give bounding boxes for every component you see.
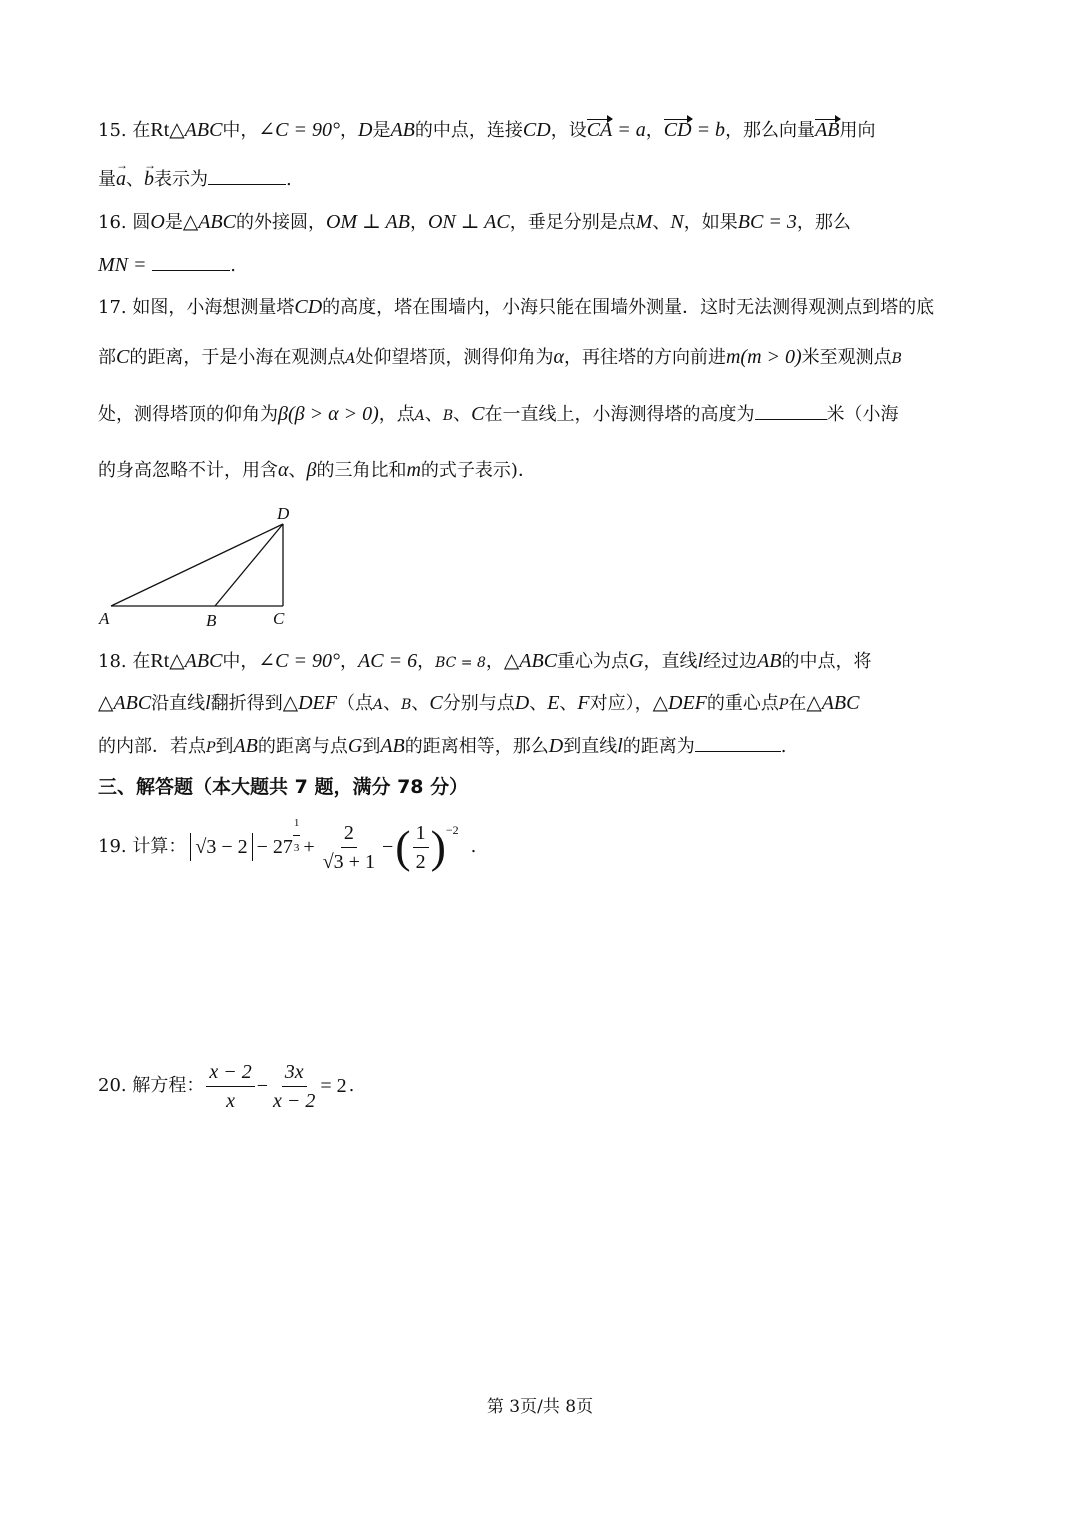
- label-d: D: [277, 504, 290, 523]
- q18-line-3: 的内部．若点P到AB的距离与点G到AB的距离相等，那么D到直线l的距离为 .: [98, 735, 787, 757]
- answer-blank-q15[interactable]: [208, 168, 286, 185]
- fraction-2-over-sqrt3-plus-1: $\frac{2}{√3 + 1}$: [322, 821, 375, 873]
- vector-ca: CA: [586, 119, 613, 141]
- q16-line-2: MN = .: [98, 254, 236, 276]
- page-number: 第 3页/共 8页: [486, 1397, 594, 1417]
- q16-line-1: 16. 圆O是△ABC的外接圆，OM ⊥ AB，ON ⊥ AC，垂足分别是点M、N，如果BC = 3，那么: [98, 211, 851, 233]
- q17-line-4: 的身高忽略不计，用含α、β的三角比和m的式子表示)．: [98, 459, 536, 481]
- fraction-one-half: $\frac{1}{2}$: [413, 821, 429, 874]
- label-c: C: [273, 609, 285, 628]
- q20-equation: 20. 解方程： $\frac{x - 2}{x}$ − $\frac{3x}{x - 2}$ = 2 .: [98, 1060, 355, 1112]
- tower-figure: [95, 500, 310, 630]
- q15-line-1: 15. 在Rt△ABC中，∠C = 90°，D是AB的中点，连接CD，设CA = a，CD = b，那么向量AB用向: [98, 119, 876, 141]
- q18-line-2: △ABC沿直线l翻折得到△DEF（点A、B、C分别与点D、E、F对应），△DEF的重心点P在△ABC: [98, 692, 860, 714]
- vector-cd: CD: [663, 119, 692, 141]
- answer-blank-q18[interactable]: [695, 735, 781, 752]
- fraction-3x-over-x-minus-2: $\frac{3x}{x - 2}$: [273, 1060, 316, 1112]
- fraction-x-minus-2-over-x: $\frac{x - 2}{x}$: [206, 1060, 254, 1113]
- label-b: B: [206, 611, 217, 630]
- label-a: A: [99, 609, 110, 628]
- vector-ab: AB: [815, 119, 840, 141]
- q18-line-1: 18. 在Rt△ABC中，∠C = 90°，AC = 6，BC = 8，△ABC重心为点G，直线l经过边AB的中点，将: [98, 650, 872, 672]
- q19-expression: 19. 计算： √3 − 2 − 27 1 3 + $\frac{2}{√3 + 1}$ − ( $\frac{1}{2}$ ) −2 .: [98, 815, 476, 879]
- answer-blank-q17[interactable]: [755, 403, 827, 420]
- q17-line-3: 处，测得塔顶的仰角为β(β > α > 0)，点A、B、C在一直线上，小海测得塔的高度为 米（小海: [98, 403, 899, 425]
- q17-line-2: 部C的距离，于是小海在观测点A处仰望塔顶，测得仰角为α，再往塔的方向前进m(m > 0)米至观测点B: [98, 346, 902, 368]
- sightline-a: [111, 524, 283, 606]
- answer-blank-q16[interactable]: [152, 254, 230, 271]
- section-heading: 三、解答题（本大题共 7 题，满分 78 分）: [98, 776, 469, 798]
- q17-line-1: 17. 如图，小海想测量塔CD的高度，塔在围墙内，小海只能在围墙外测量．这时无法测得观测点到塔的底: [98, 296, 935, 318]
- q15-line-2: 量a →、b →表示为 .: [98, 167, 292, 192]
- sightline-b: [215, 524, 283, 606]
